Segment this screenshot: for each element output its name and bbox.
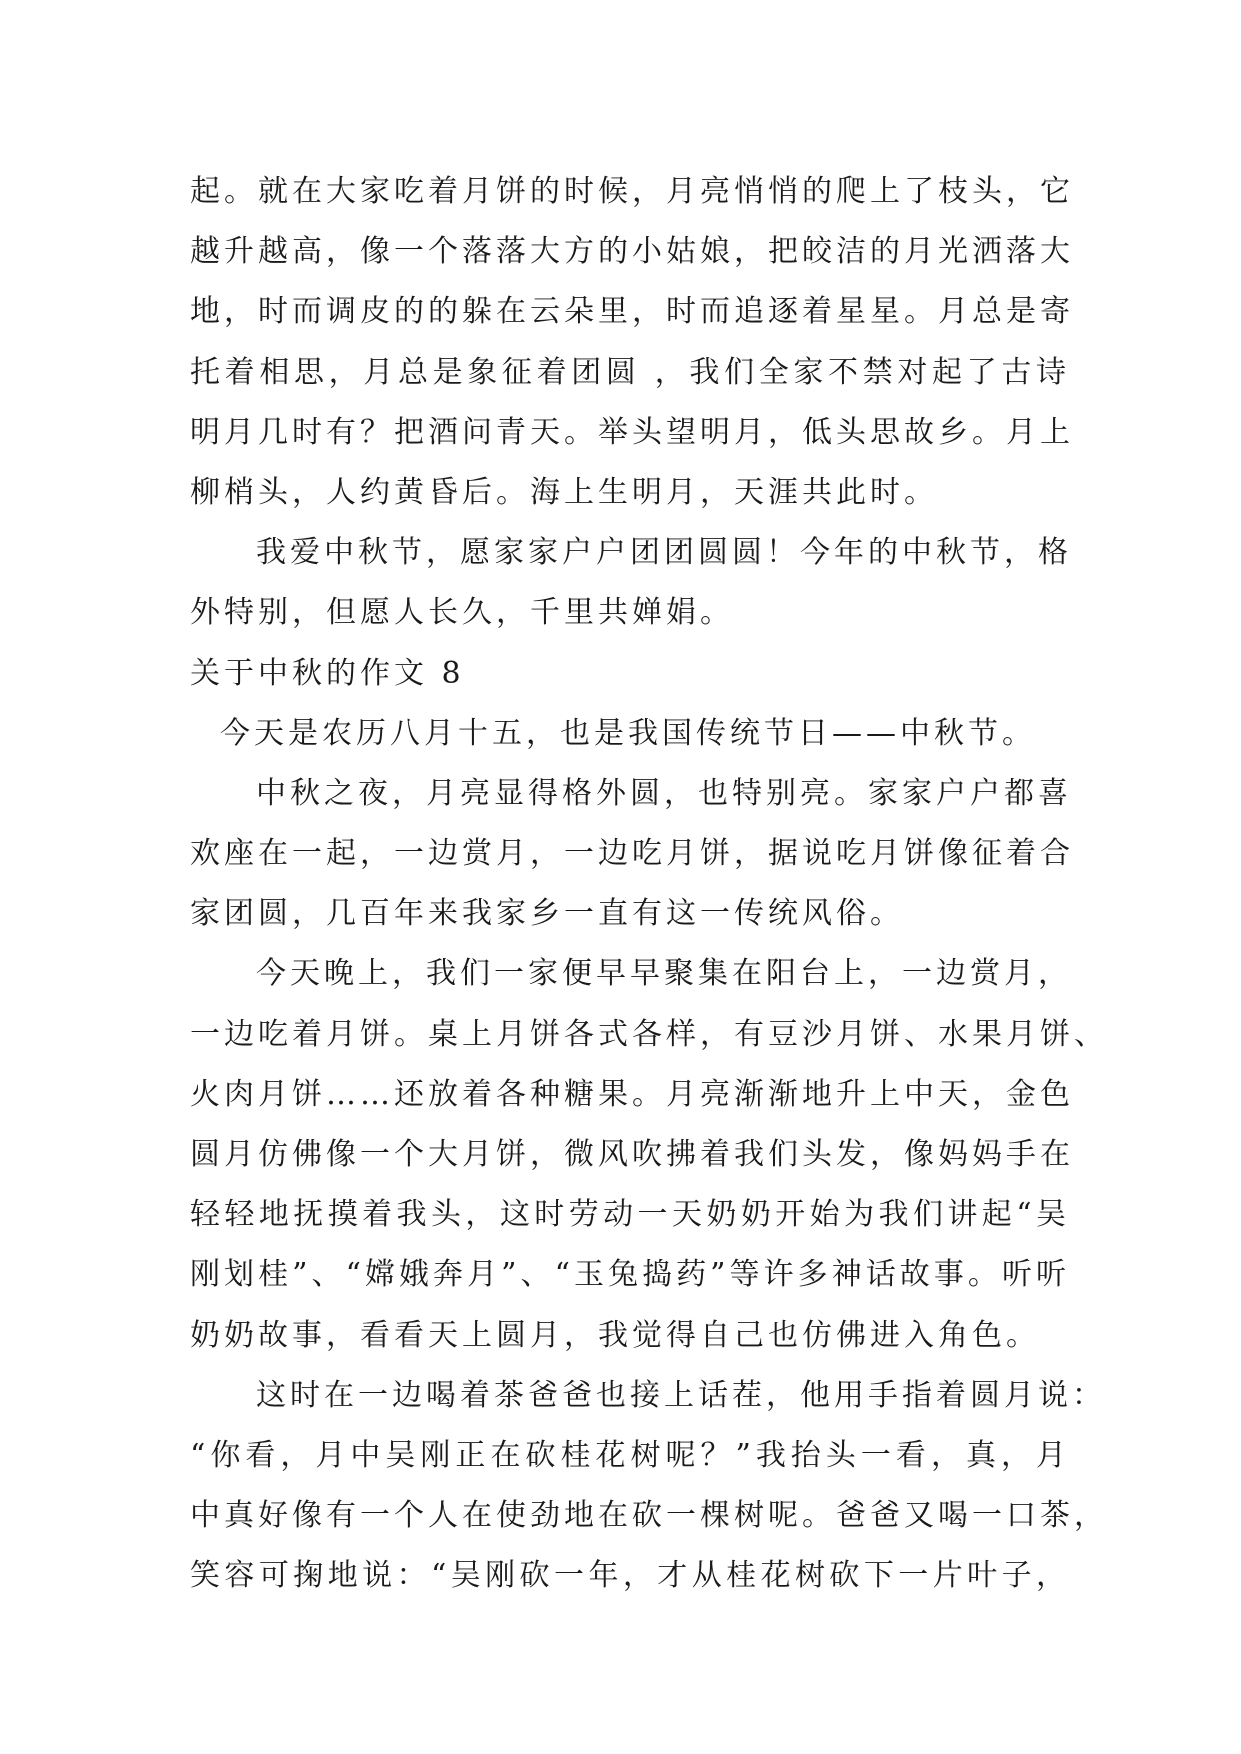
text-line: 刚划桂”、“嫦娥奔月”、“玉兔捣药”等许多神话故事。听听	[190, 1257, 1070, 1293]
text-line: 明月几时有？把酒问青天。举头望明月，低头思故乡。月上	[190, 414, 1074, 450]
text-line: “你看，月中吴刚正在砍桂花树呢？”我抬头一看，真，月	[190, 1437, 1070, 1473]
text-line: 中真好像有一个人在使劲地在砍一棵树呢。爸爸又喝一口茶，	[190, 1498, 1108, 1534]
essay-body	[190, 162, 1108, 1607]
text-line: 越升越高，像一个落落大方的小姑娘，把皎洁的月光洒落大	[190, 234, 1074, 270]
text-line: 起。就在大家吃着月饼的时候，月亮悄悄的爬上了枝头，它	[190, 174, 1074, 209]
text-line: 今天是农历八月十五，也是我国传统节日——中秋节。	[220, 715, 1036, 751]
text-line: 我爱中秋节，愿家家户户团团圆圆！今年的中秋节，格	[256, 535, 1072, 571]
text-line: 笑容可掬地说：“吴刚砍一年，才从桂花树砍下一片叶子，	[190, 1558, 1070, 1594]
section-heading: 关于中秋的作文 8	[190, 655, 465, 691]
text-line: 奶奶故事，看看天上圆月，我觉得自己也仿佛进入角色。	[190, 1317, 1040, 1353]
text-line: 柳梢头，人约黄昏后。海上生明月，天涯共此时。	[190, 474, 938, 510]
text-line: 一边吃着月饼。桌上月饼各式各样，有豆沙月饼、水果月饼、	[190, 1016, 1108, 1052]
text-line: 圆月仿佛像一个大月饼，微风吹拂着我们头发，像妈妈手在	[190, 1137, 1074, 1172]
text-line: 外特别，但愿人长久，千里共婵娟。	[190, 595, 734, 631]
text-line: 这时在一边喝着茶爸爸也接上话茬，他用手指着圆月说：	[256, 1377, 1106, 1413]
text-line: 中秋之夜，月亮显得格外圆，也特别亮。家家户户都喜	[256, 775, 1072, 811]
text-line: 托着相思，月总是象征着团圆 ，我们全家不禁对起了古诗	[190, 354, 1070, 390]
text-line: 欢座在一起，一边赏月，一边吃月饼，据说吃月饼像征着合	[190, 836, 1074, 872]
text-line: 轻轻地抚摸着我头，这时劳动一天奶奶开始为我们讲起“吴	[190, 1197, 1070, 1233]
text-line: 火肉月饼……还放着各种糖果。月亮渐渐地升上中天，金色	[190, 1076, 1074, 1112]
text-line: 地，时而调皮的的躲在云朵里，时而追逐着星星。月总是寄	[190, 294, 1074, 330]
text-line: 家团圆，几百年来我家乡一直有这一传统风俗。	[190, 896, 904, 932]
text-line: 今天晚上，我们一家便早早聚集在阳台上，一边赏月，	[256, 956, 1072, 992]
